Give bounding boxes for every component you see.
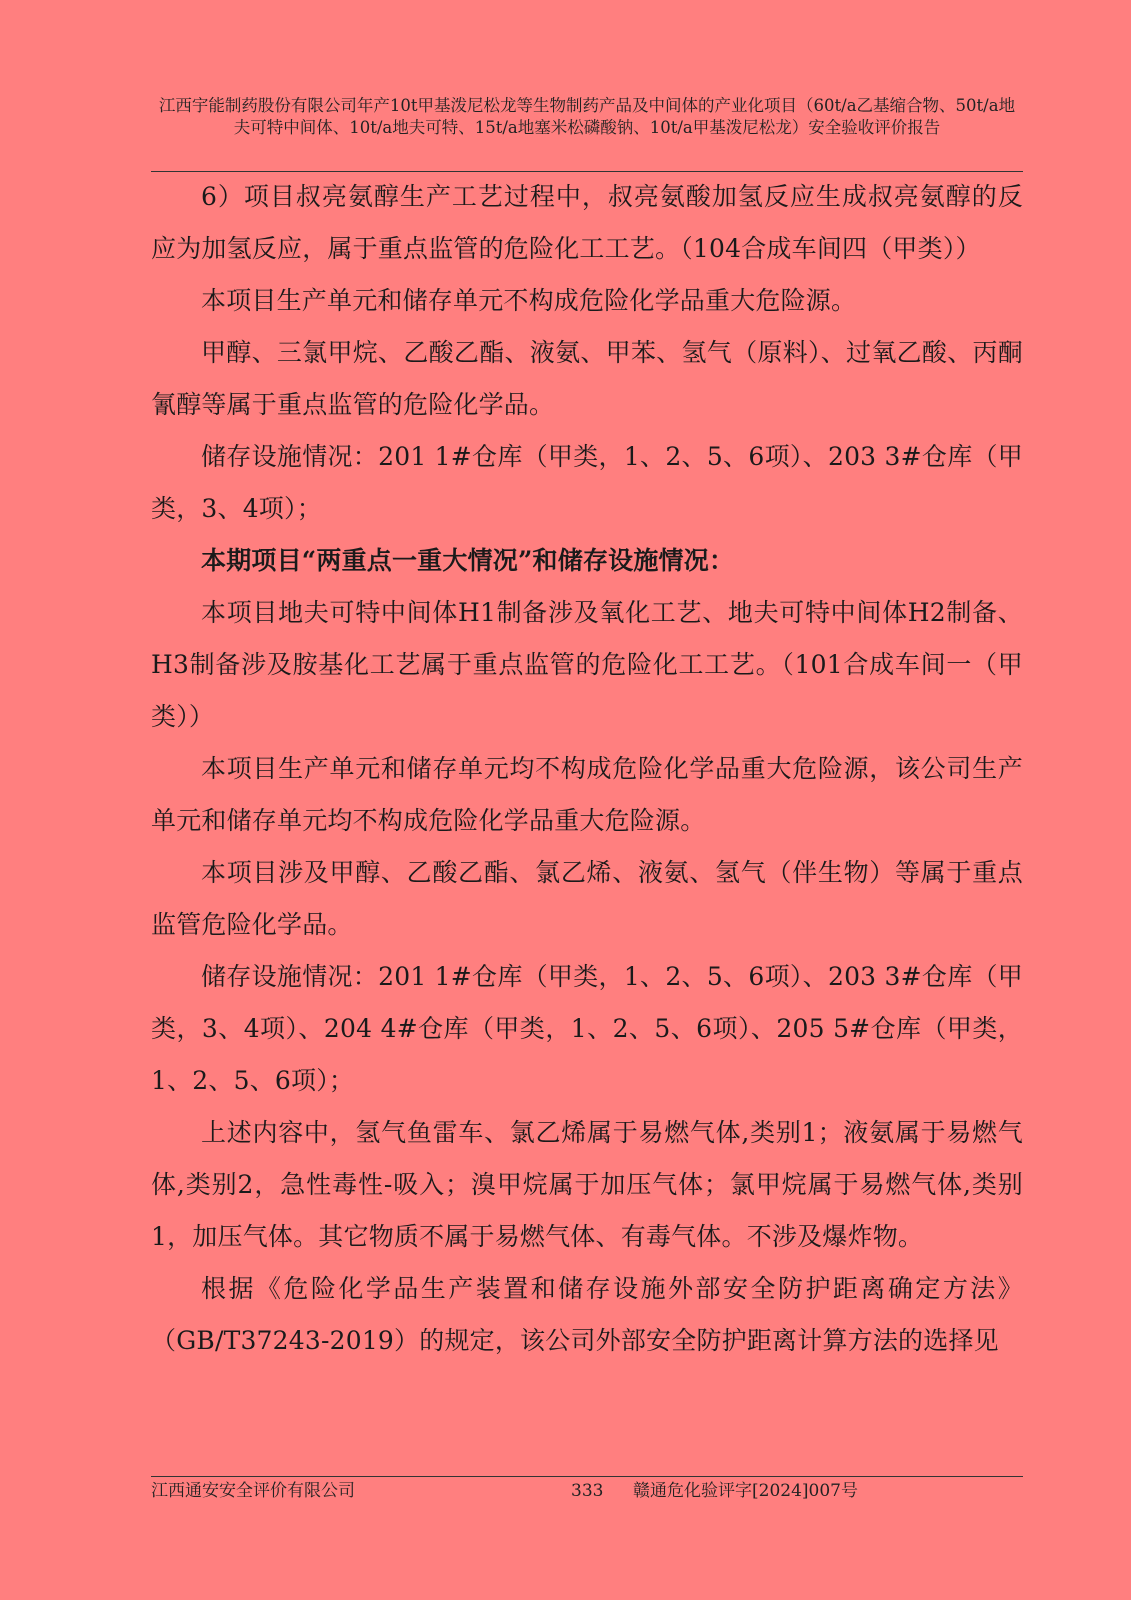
page-number: 333 <box>571 1481 604 1501</box>
paragraph-gas-classification: 上述内容中，氢气鱼雷车、氯乙烯属于易燃气体,类别1；液氨属于易燃气体,类别2，急性毒性-吸入；溴甲烷属于加压气体；氯甲烷属于易燃气体,类别1，加压气体。其它物质不属于易燃气体、有毒气体。不涉及爆炸物。 <box>151 1118 1023 1251</box>
footer-divider <box>151 1476 1023 1477</box>
paragraph-current-storage: 储存设施情况：201 1#仓库（甲类，1、2、5、6项）、203 3#仓库（甲类，3、4项）、204 4#仓库（甲类，1、2、5、6项）、205 5#仓库（甲类，1、2、5、6项）； <box>151 962 1023 1095</box>
report-title: 江西宇能制药股份有限公司年产10t甲基泼尼松龙等生物制药产品及中间体的产业化项目（60t/a乙基缩合物、50t/a地夫可特中间体、10t/a地夫可特、15t/a地塞米松磷酸钠、10t/a甲基泼尼松龙）安全验收评价报告 <box>158 96 1016 137</box>
footer-company: 江西通安安全评价有限公司 <box>151 1481 355 1501</box>
page-footer <box>151 1478 1023 1504</box>
paragraph-standard-reference: 根据《危险化学品生产装置和储存设施外部安全防护距离确定方法》（GB/T37243-2019）的规定，该公司外部安全防护距离计算方法的选择见 <box>151 1274 1023 1355</box>
page-header <box>151 95 1023 139</box>
paragraph-no-major-hazard: 本项目生产单元和储存单元不构成危险化学品重大危险源。 <box>201 286 857 315</box>
paragraph-key-chemicals: 甲醇、三氯甲烷、乙酸乙酯、液氨、甲苯、氢气（原料）、过氧乙酸、丙酮氰醇等属于重点监管的危险化学品。 <box>151 338 1023 419</box>
paragraph-storage-facilities: 储存设施情况：201 1#仓库（甲类，1、2、5、6项）、203 3#仓库（甲类，3、4项）； <box>151 442 1023 523</box>
section-heading: 本期项目“两重点一重大情况”和储存设施情况： <box>201 546 735 575</box>
paragraph-current-processes: 本项目地夫可特中间体H1制备涉及氧化工艺、地夫可特中间体H2制备、H3制备涉及胺基化工艺属于重点监管的危险化工工艺。（101合成车间一（甲类）） <box>151 598 1023 731</box>
document-number: 赣通危化验评字[2024]007号 <box>633 1481 858 1501</box>
document-body <box>151 171 1023 1367</box>
paragraph-current-no-major-hazard: 本项目生产单元和储存单元均不构成危险化学品重大危险源，该公司生产单元和储存单元均不构成危险化学品重大危险源。 <box>151 754 1023 835</box>
paragraph-hydrogenation-process: 6）项目叔亮氨醇生产工艺过程中，叔亮氨酸加氢反应生成叔亮氨醇的反应为加氢反应，属于重点监管的危险化工工艺。（104合成车间四（甲类）） <box>151 182 1023 263</box>
paragraph-current-chemicals: 本项目涉及甲醇、乙酸乙酯、氯乙烯、液氨、氢气（伴生物）等属于重点监管危险化学品。 <box>151 858 1023 939</box>
